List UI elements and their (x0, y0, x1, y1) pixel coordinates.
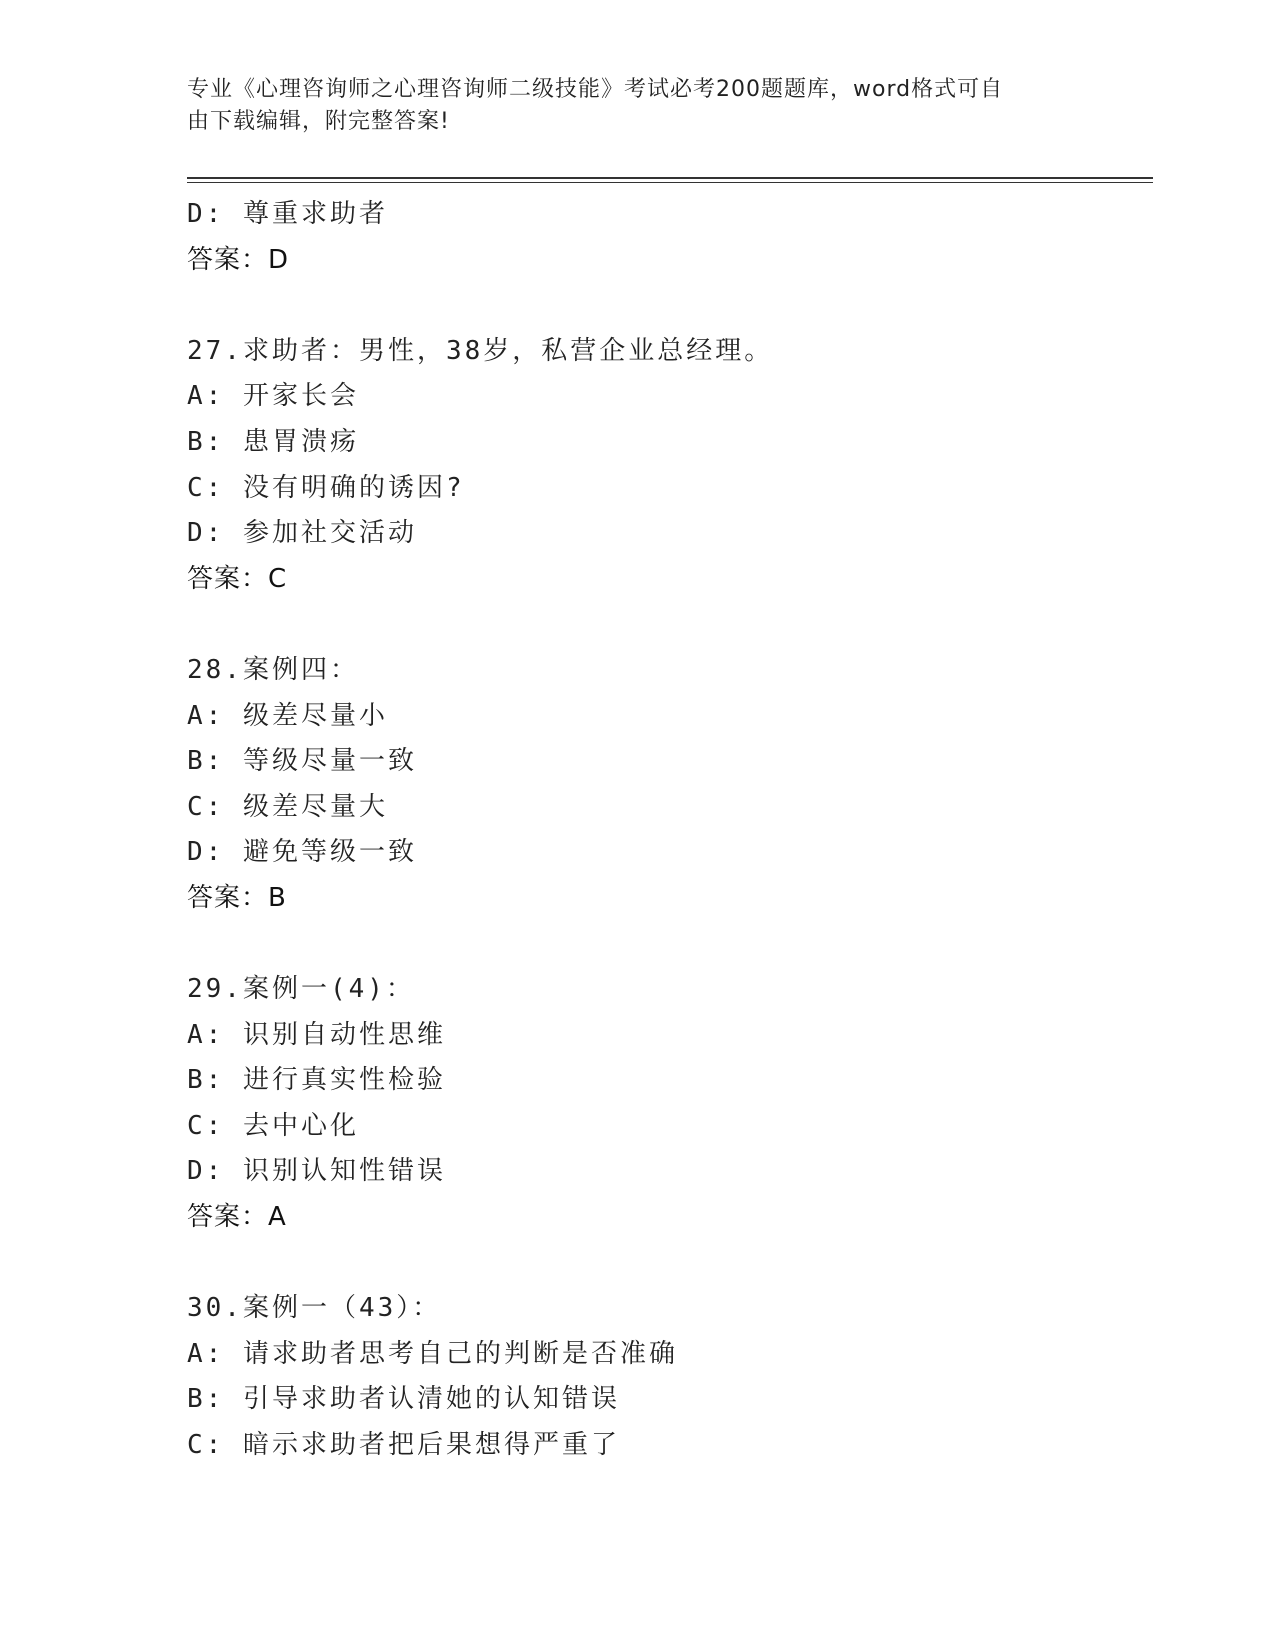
question-stem: 29.案例一(4)： (187, 974, 415, 1005)
question-block-29 (187, 967, 1147, 1241)
question-block-30 (187, 1286, 1147, 1468)
header-divider-thick (187, 177, 1153, 179)
option-c: C: 没有明确的诱因? (187, 472, 465, 503)
answer-line: 答案：C (187, 563, 288, 594)
question-stem: 27.求助者：男性，38岁，私营企业总经理。 (187, 335, 774, 366)
spacer (187, 1241, 1147, 1287)
answer-line: 答案：A (187, 1202, 287, 1233)
question-list (187, 192, 1147, 1469)
spacer (187, 602, 1147, 648)
option-a: A: 级差尽量小 (187, 700, 388, 731)
option-d: D: 识别认知性错误 (187, 1156, 446, 1187)
spacer (187, 283, 1147, 329)
option-c: C: 暗示求助者把后果想得严重了 (187, 1430, 620, 1461)
option-b: B: 等级尽量一致 (187, 746, 417, 777)
header-line-2: 由下载编辑，附完整答案! (187, 109, 450, 134)
question-stem: 30.案例一（43）： (187, 1293, 442, 1324)
answer-line: 答案：D (187, 244, 290, 275)
option-b: B: 进行真实性检验 (187, 1065, 446, 1096)
question-block-28 (187, 648, 1147, 922)
answer-line: 答案：B (187, 882, 287, 913)
header-divider-thin (187, 182, 1153, 183)
document-header (187, 74, 1067, 138)
option-b: B: 患胃溃疡 (187, 426, 359, 457)
option-c: C: 去中心化 (187, 1110, 359, 1141)
option-c: C: 级差尽量大 (187, 791, 388, 822)
option-a: A: 识别自动性思维 (187, 1019, 446, 1050)
option-d: D: 避免等级一致 (187, 837, 417, 868)
spacer (187, 922, 1147, 968)
question-block-27 (187, 329, 1147, 603)
option-a: A: 开家长会 (187, 381, 359, 412)
question-stem: 28.案例四： (187, 654, 359, 685)
option-b: B: 引导求助者认清她的认知错误 (187, 1384, 620, 1415)
option-a: A: 请求助者思考自己的判断是否准确 (187, 1338, 678, 1369)
header-line-1: 专业《心理咨询师之心理咨询师二级技能》考试必考200题题库，word格式可自 (187, 77, 1004, 102)
option-d: D: 参加社交活动 (187, 518, 417, 549)
option-d: D: 尊重求助者 (187, 199, 388, 229)
